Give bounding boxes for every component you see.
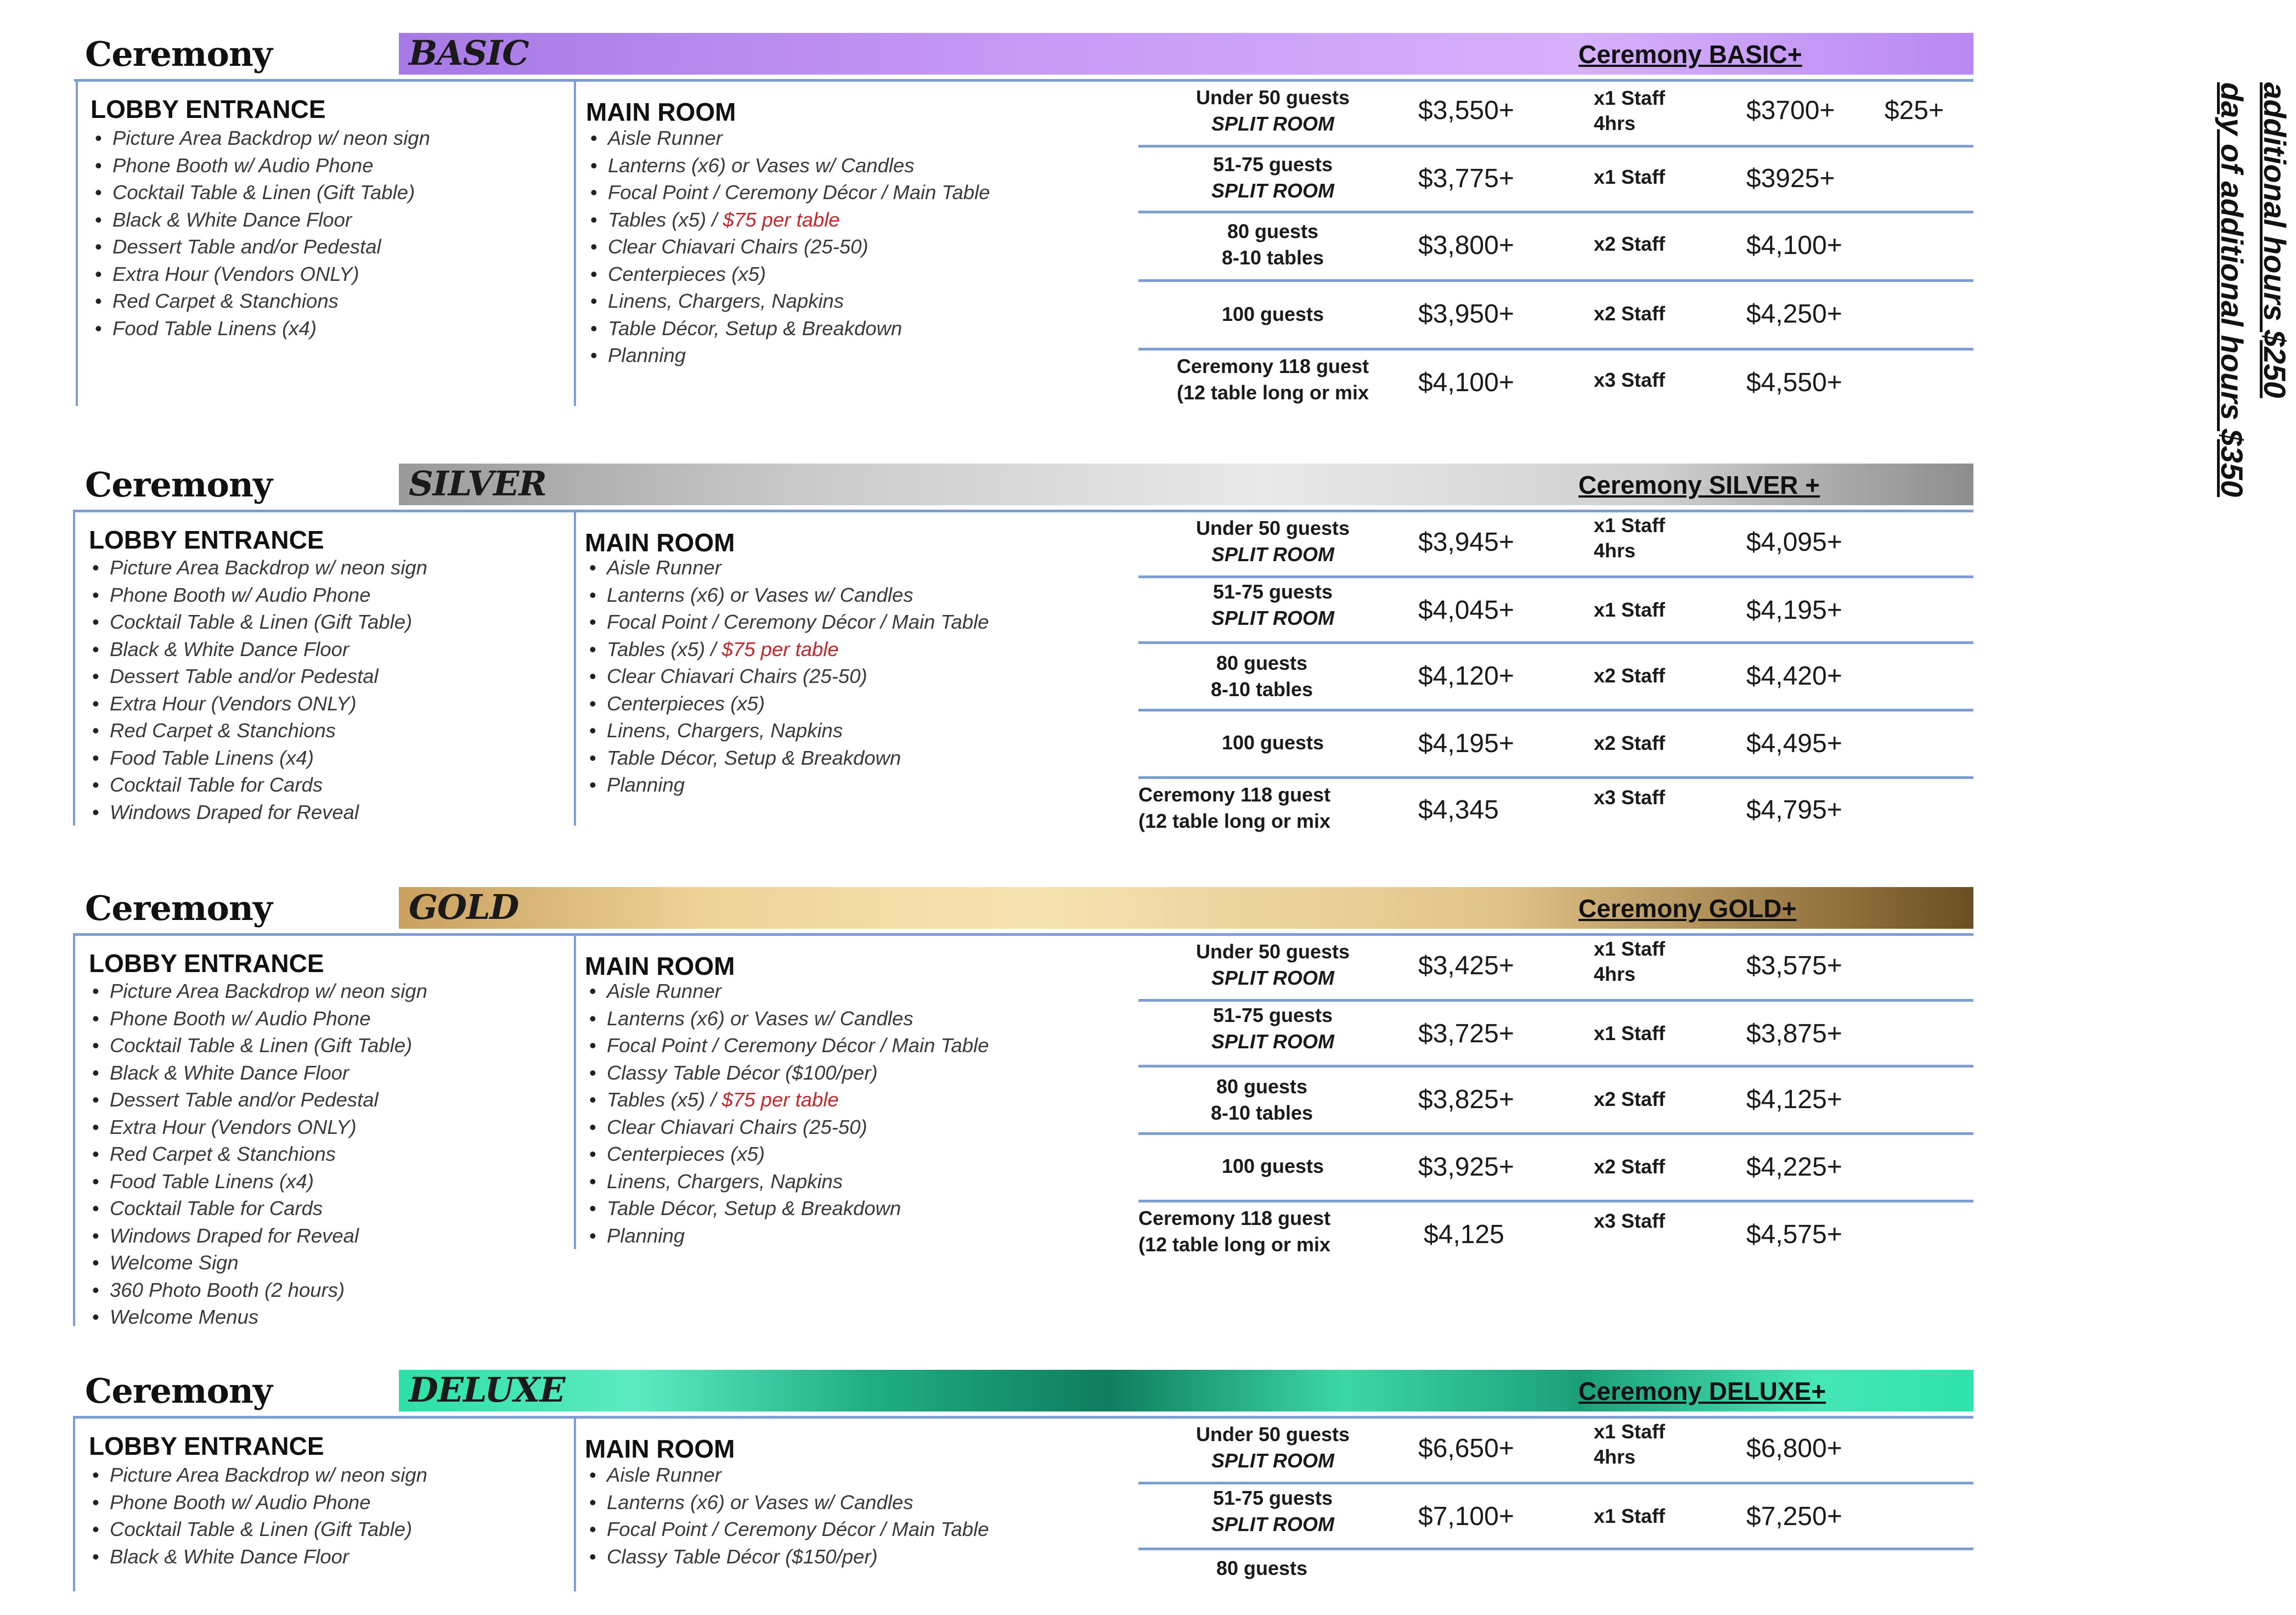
- base-price: $3,945+: [1418, 528, 1514, 557]
- base-price: $3,800+: [1418, 231, 1514, 260]
- base-price: $3,925+: [1418, 1153, 1514, 1182]
- list-item: • Aisle Runner: [585, 978, 989, 1005]
- list-item: • Classy Table Décor ($100/per): [585, 1059, 989, 1087]
- tier-band-basic: [399, 33, 1973, 75]
- list-item: • Focal Point / Ceremony Décor / Main Table: [585, 1032, 989, 1059]
- staff-count: x2 Staff: [1594, 664, 1666, 687]
- list-item: • Table Décor, Setup & Breakdown: [585, 1195, 989, 1222]
- tier-name: SILVER: [409, 464, 546, 504]
- list-item: • Dessert Table and/or Pedestal: [88, 663, 427, 690]
- plus-price: $4,100+: [1746, 231, 1842, 260]
- guest-count: Ceremony 118 guest (12 table long or mix: [1138, 783, 1331, 832]
- list-item: • Aisle Runner: [585, 1461, 989, 1489]
- staff-count: x2 Staff: [1594, 1088, 1666, 1110]
- staff-count: x2 Staff: [1594, 233, 1666, 255]
- base-price: $3,825+: [1418, 1085, 1514, 1114]
- plus-price: $3,875+: [1746, 1019, 1842, 1048]
- price-row: [1138, 776, 1973, 837]
- extra-price: $25+: [1885, 96, 1944, 125]
- main-room-heading: MAIN ROOM: [586, 98, 736, 126]
- list-item: • Welcome Menus: [88, 1303, 427, 1331]
- list-item: • Focal Point / Ceremony Décor / Main Table: [585, 608, 989, 636]
- base-price: $4,125: [1424, 1220, 1504, 1249]
- list-item: • Planning: [585, 1222, 989, 1250]
- guest-count: 51-75 guests SPLIT ROOM: [1211, 1004, 1334, 1053]
- list-item: • Planning: [585, 771, 989, 799]
- section-title-ceremony: Ceremony: [85, 888, 272, 928]
- list-item: • Lanterns (x6) or Vases w/ Candles: [585, 1489, 989, 1516]
- list-item: • Clear Chiavari Chairs (25-50): [585, 663, 989, 690]
- list-item: • Cocktail Table & Linen (Gift Table): [88, 1516, 427, 1543]
- list-item: • Aisle Runner: [585, 554, 989, 581]
- additional-hours-text: additional hours $250: [2258, 82, 2292, 398]
- base-price: $3,775+: [1418, 164, 1514, 193]
- section-header: [74, 887, 1973, 936]
- list-item: • Planning: [586, 342, 990, 369]
- base-price: $3,425+: [1418, 951, 1514, 980]
- list-item: • Aisle Runner: [586, 125, 990, 152]
- staff-count: x2 Staff: [1594, 1155, 1666, 1178]
- lobby-entrance-heading: LOBBY ENTRANCE: [89, 949, 324, 978]
- list-item: • Cocktail Table & Linen (Gift Table): [91, 179, 430, 206]
- column-divider: [574, 1416, 576, 1591]
- staff-count: x1 Staff 4hrs: [1594, 87, 1666, 134]
- price-row: [1138, 510, 1973, 578]
- list-item: • Cocktail Table & Linen (Gift Table): [88, 1032, 427, 1059]
- price-row: [1138, 145, 1973, 213]
- list-item: • Welcome Sign: [88, 1249, 427, 1277]
- list-item: • Black & White Dance Floor: [91, 206, 430, 234]
- list-item: • Focal Point / Ceremony Décor / Main Table: [586, 179, 990, 206]
- price-row: [1138, 1548, 1973, 1615]
- price-row: [1138, 348, 1973, 414]
- plus-price: $3,575+: [1746, 951, 1842, 980]
- main-room-item-list: [585, 1461, 989, 1570]
- list-item: • Black & White Dance Floor: [88, 1543, 427, 1571]
- list-item: • Lanterns (x6) or Vases w/ Candles: [586, 152, 990, 179]
- list-item: • Red Carpet & Stanchions: [91, 287, 430, 315]
- list-item: • Picture Area Backdrop w/ neon sign: [88, 1461, 427, 1489]
- tier-name: DELUXE: [409, 1370, 565, 1410]
- list-item: • Centerpieces (x5): [585, 690, 989, 718]
- price-row: [1138, 211, 1973, 282]
- lobby-entrance-heading: LOBBY ENTRANCE: [91, 95, 326, 123]
- staff-count: x2 Staff: [1594, 302, 1666, 325]
- plus-price: $3700+: [1746, 96, 1835, 125]
- guest-count: 51-75 guests SPLIT ROOM: [1211, 153, 1334, 202]
- guest-count: Ceremony 118 guest (12 table long or mix: [1176, 355, 1369, 404]
- column-divider: [574, 510, 576, 826]
- price-row: [1138, 933, 1973, 1002]
- list-item: • Food Table Linens (x4): [88, 1168, 427, 1195]
- list-item: • Lanterns (x6) or Vases w/ Candles: [585, 1005, 989, 1032]
- list-item-tables: • Tables (x5) / $75 per table: [585, 1086, 989, 1114]
- base-price: $4,345: [1418, 795, 1499, 825]
- guest-count: 51-75 guests SPLIT ROOM: [1211, 580, 1334, 629]
- list-item-tables: • Tables (x5) / $75 per table: [586, 206, 990, 234]
- plus-price: $4,550+: [1746, 368, 1842, 397]
- lobby-entrance-heading: LOBBY ENTRANCE: [89, 526, 324, 554]
- list-item: • Table Décor, Setup & Breakdown: [586, 315, 990, 342]
- guest-count: 100 guests: [1221, 1155, 1324, 1177]
- staff-count: x1 Staff: [1594, 1022, 1666, 1044]
- staff-count: x1 Staff: [1594, 1505, 1666, 1527]
- list-item: • Dessert Table and/or Pedestal: [88, 1086, 427, 1114]
- guest-count: Under 50 guests SPLIT ROOM: [1195, 86, 1350, 135]
- left-rule: [73, 933, 75, 1326]
- plus-price: $4,495+: [1746, 729, 1842, 758]
- price-row: [1138, 1482, 1973, 1550]
- list-item: • Linens, Chargers, Napkins: [585, 1168, 989, 1195]
- list-item: • Cocktail Table for Cards: [88, 1195, 427, 1222]
- day-of-additional-hours-text: day of additional hours $350: [2215, 82, 2249, 498]
- list-item: • Clear Chiavari Chairs (25-50): [586, 233, 990, 261]
- table-price: $75 per table: [723, 208, 840, 231]
- price-row: [1138, 999, 1973, 1068]
- list-item: • Extra Hour (Vendors ONLY): [88, 690, 427, 718]
- list-item: • Cocktail Table & Linen (Gift Table): [88, 608, 427, 636]
- package-silver: [0, 464, 2107, 837]
- staff-count: x1 Staff: [1594, 166, 1666, 188]
- guest-count: 100 guests: [1221, 303, 1324, 325]
- list-item: • Phone Booth w/ Audio Phone: [88, 1005, 427, 1032]
- base-price: $3,550+: [1418, 96, 1514, 125]
- price-row: [1138, 1200, 1973, 1260]
- lobby-item-list: [88, 1461, 427, 1570]
- section-header: [74, 33, 1973, 82]
- list-item: • Windows Draped for Reveal: [88, 1222, 427, 1250]
- tier-band-gold: [399, 887, 1973, 929]
- section-title-ceremony: Ceremony: [85, 1371, 272, 1411]
- list-item: • Linens, Chargers, Napkins: [586, 287, 990, 315]
- list-item: • Table Décor, Setup & Breakdown: [585, 744, 989, 772]
- main-room-item-list: [585, 978, 989, 1249]
- price-row: [1138, 79, 1973, 148]
- staff-count: x3 Staff: [1594, 369, 1666, 391]
- base-price: $4,195+: [1418, 729, 1514, 758]
- price-row: [1138, 279, 1973, 351]
- plus-price: $6,800+: [1746, 1434, 1842, 1463]
- staff-count: x2 Staff: [1594, 732, 1666, 754]
- section-title-ceremony: Ceremony: [85, 465, 272, 505]
- plus-price: $4,095+: [1746, 528, 1842, 557]
- list-item: • Picture Area Backdrop w/ neon sign: [88, 978, 427, 1005]
- package-deluxe: [0, 1370, 2107, 1580]
- plus-price: $4,195+: [1746, 596, 1842, 625]
- lobby-item-list: [88, 978, 427, 1331]
- plus-price: $4,795+: [1746, 795, 1842, 825]
- list-item: • Linens, Chargers, Napkins: [585, 717, 989, 744]
- list-item-tables: • Tables (x5) / $75 per table: [585, 636, 989, 663]
- list-item: • Clear Chiavari Chairs (25-50): [585, 1114, 989, 1141]
- price-row: [1138, 641, 1973, 711]
- main-room-heading: MAIN ROOM: [585, 528, 735, 557]
- list-item: • Picture Area Backdrop w/ neon sign: [88, 554, 427, 581]
- staff-count: x1 Staff 4hrs: [1594, 938, 1666, 985]
- table-price: $75 per table: [721, 637, 839, 660]
- plus-price: $4,250+: [1746, 300, 1842, 329]
- guest-count: 51-75 guests SPLIT ROOM: [1211, 1487, 1334, 1535]
- list-item: • Phone Booth w/ Audio Phone: [88, 1489, 427, 1516]
- plus-package-link[interactable]: Ceremony DELUXE+: [1578, 1377, 1826, 1405]
- list-item: • Red Carpet & Stanchions: [88, 717, 427, 744]
- list-item: • Red Carpet & Stanchions: [88, 1140, 427, 1168]
- guest-count: 80 guests: [1216, 1557, 1308, 1579]
- base-price: $6,650+: [1418, 1434, 1514, 1463]
- list-item: • Phone Booth w/ Audio Phone: [88, 581, 427, 609]
- left-rule: [73, 510, 75, 826]
- base-price: $4,120+: [1418, 662, 1514, 691]
- guest-count: Under 50 guests SPLIT ROOM: [1195, 940, 1350, 989]
- base-price: $4,100+: [1418, 368, 1514, 397]
- additional-hours-note: [2197, 82, 2296, 598]
- plus-price: $4,225+: [1746, 1153, 1842, 1182]
- guest-count: Under 50 guests SPLIT ROOM: [1195, 1423, 1350, 1472]
- plus-price: $3925+: [1746, 164, 1835, 193]
- lobby-entrance-heading: LOBBY ENTRANCE: [89, 1432, 324, 1460]
- tier-band-silver: [399, 464, 1973, 505]
- tier-name: BASIC: [409, 33, 529, 73]
- list-item: • Centerpieces (x5): [585, 1140, 989, 1168]
- plus-package-link[interactable]: Ceremony GOLD+: [1578, 894, 1797, 923]
- plus-price: $4,420+: [1746, 662, 1842, 691]
- list-item: • 360 Photo Booth (2 hours): [88, 1277, 427, 1304]
- price-row: [1138, 575, 1973, 644]
- staff-count: x3 Staff: [1594, 1210, 1666, 1232]
- list-item: • Food Table Linens (x4): [88, 744, 427, 772]
- guest-count: 100 guests: [1221, 731, 1324, 754]
- section-title-ceremony: Ceremony: [85, 34, 272, 74]
- plus-package-link[interactable]: Ceremony SILVER +: [1578, 471, 1820, 499]
- base-price: $3,950+: [1418, 300, 1514, 329]
- list-item: • Focal Point / Ceremony Décor / Main Table: [585, 1516, 989, 1543]
- plus-price: $4,125+: [1746, 1085, 1842, 1114]
- price-row: [1138, 709, 1973, 779]
- section-header: [74, 1370, 1973, 1419]
- lobby-item-list: [88, 554, 427, 826]
- staff-count: x1 Staff: [1594, 598, 1666, 621]
- guest-count: 80 guests 8-10 tables: [1210, 652, 1313, 701]
- column-divider: [574, 933, 576, 1249]
- guest-count: Under 50 guests SPLIT ROOM: [1195, 517, 1350, 566]
- left-rule: [73, 1416, 75, 1591]
- plus-package-link[interactable]: Ceremony BASIC+: [1578, 40, 1802, 69]
- list-item: • Black & White Dance Floor: [88, 636, 427, 663]
- list-item: • Picture Area Backdrop w/ neon sign: [91, 125, 430, 152]
- guest-count: 80 guests 8-10 tables: [1221, 220, 1324, 269]
- list-item: • Food Table Linens (x4): [91, 315, 430, 342]
- plus-price: $4,575+: [1746, 1220, 1842, 1249]
- list-item: • Windows Draped for Reveal: [88, 799, 427, 826]
- tier-name: GOLD: [409, 887, 519, 927]
- plus-price: $7,250+: [1746, 1502, 1842, 1531]
- list-item: • Cocktail Table for Cards: [88, 771, 427, 799]
- package-gold: [0, 887, 2107, 1331]
- guest-count: 80 guests 8-10 tables: [1210, 1075, 1313, 1124]
- package-basic: [0, 33, 2107, 428]
- table-price: $75 per table: [721, 1088, 839, 1111]
- base-price: $7,100+: [1418, 1502, 1514, 1531]
- base-price: $4,045+: [1418, 596, 1514, 625]
- main-room-heading: MAIN ROOM: [585, 952, 735, 980]
- list-item: • Phone Booth w/ Audio Phone: [91, 152, 430, 179]
- staff-count: x3 Staff: [1594, 786, 1666, 809]
- price-row: [1138, 1132, 1973, 1202]
- main-room-item-list: [585, 554, 989, 799]
- list-item: • Lanterns (x6) or Vases w/ Candles: [585, 581, 989, 609]
- main-room-item-list: [586, 125, 990, 369]
- list-item: • Extra Hour (Vendors ONLY): [91, 261, 430, 288]
- price-row: [1138, 1416, 1973, 1484]
- list-item: • Black & White Dance Floor: [88, 1059, 427, 1087]
- lobby-item-list: [91, 125, 430, 342]
- column-divider: [574, 79, 576, 406]
- guest-count: Ceremony 118 guest (12 table long or mix: [1138, 1207, 1331, 1256]
- base-price: $3,725+: [1418, 1019, 1514, 1048]
- list-item: • Dessert Table and/or Pedestal: [91, 233, 430, 261]
- price-row: [1138, 1065, 1973, 1135]
- list-item: • Extra Hour (Vendors ONLY): [88, 1114, 427, 1141]
- list-item: • Classy Table Décor ($150/per): [585, 1543, 989, 1571]
- main-room-heading: MAIN ROOM: [585, 1435, 735, 1463]
- tier-band-deluxe: [399, 1370, 1973, 1411]
- list-item: • Centerpieces (x5): [586, 261, 990, 288]
- staff-count: x1 Staff 4hrs: [1594, 1420, 1666, 1468]
- section-header: [74, 464, 1973, 512]
- left-rule: [76, 79, 78, 406]
- staff-count: x1 Staff 4hrs: [1594, 514, 1666, 562]
